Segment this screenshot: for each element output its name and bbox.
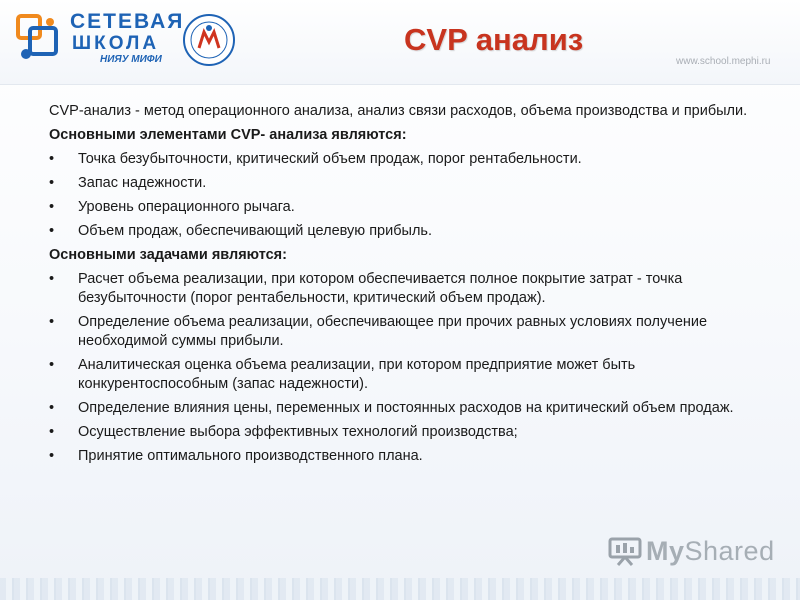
- list-item: • Осуществление выбора эффективных технологий производства;: [49, 423, 749, 442]
- university-seal-icon: [182, 12, 236, 68]
- list-item: • Аналитическая оценка объема реализации, при котором предприятие может быть конкурентоспособным (запас надежности).: [49, 356, 749, 394]
- list-item: • Принятие оптимального производственного плана.: [49, 447, 749, 466]
- logo-line-3: НИЯУ МИФИ: [100, 54, 162, 65]
- watermark-brand-part2: Shared: [684, 536, 775, 566]
- list-item: • Расчет объема реализации, при котором обеспечивается полное покрытие затрат - точка безубыточности (порог рентабельности, критический объем продаж).: [49, 270, 749, 308]
- school-logo-icon: [16, 14, 60, 64]
- list-item: • Точка безубыточности, критический объем продаж, порог рентабельности.: [49, 150, 749, 169]
- myshared-watermark: [608, 536, 775, 567]
- list-item: • Определение объема реализации, обеспечивающее при прочих равных условиях получение необходимой суммы прибыли.: [49, 313, 749, 351]
- tasks-list: [49, 270, 749, 466]
- tasks-heading: Основными задачами являются:: [49, 247, 287, 263]
- site-url: www.school.mephi.ru: [676, 56, 771, 67]
- presentation-board-icon: [608, 537, 642, 567]
- slide-content: [49, 102, 749, 471]
- intro-text: CVP-анализ - метод операционного анализа, анализ связи расходов, объема производства и прибыли.: [49, 103, 748, 119]
- watermark-text: [646, 536, 775, 567]
- page-title: CVP анализ: [404, 22, 584, 57]
- decorative-bottom-strip: [0, 578, 800, 600]
- watermark-brand-part1: My: [646, 536, 685, 566]
- list-item: • Определение влияния цены, переменных и постоянных расходов на критический объем продаж.: [49, 399, 749, 418]
- list-item: • Объем продаж, обеспечивающий целевую прибыль.: [49, 222, 749, 241]
- logo-line-2: ШКОЛА: [72, 33, 160, 54]
- slide-header: [0, 0, 800, 85]
- elements-list: [49, 150, 749, 241]
- list-item: • Запас надежности.: [49, 174, 749, 193]
- elements-heading: Основными элементами CVP- анализа являются:: [49, 127, 407, 143]
- logo-line-1: СЕТЕВАЯ: [70, 10, 185, 33]
- list-item: • Уровень операционного рычага.: [49, 198, 749, 217]
